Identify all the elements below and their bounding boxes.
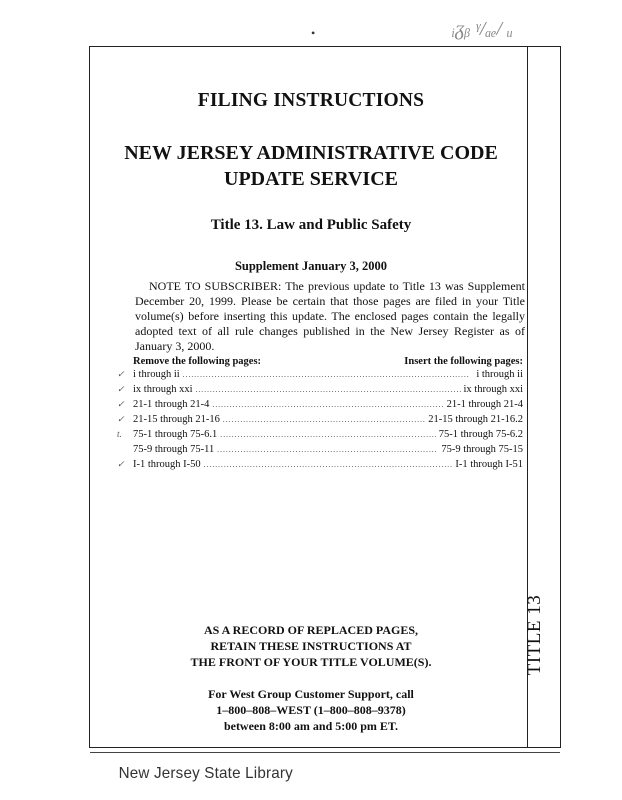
supplement-date: Supplement January 3, 2000 [234, 259, 388, 273]
subscriber-note: NOTE TO SUBSCRIBER: The previous update to Title 13 was Supplement December 20, 1999. Please be certain that those pages are filed in your Title volume(s) before inserting this update. The enclosed pages contain the legally adopted text of all rule changes published in the New Jersey Register as of January 3, 2000. [135, 279, 525, 353]
title-number: Title 13. Law and Public Safety [210, 217, 412, 233]
remove-header: Remove the following pages: [133, 356, 262, 367]
title-tab-label: TITLE 13 [524, 594, 545, 676]
insert-pages: 21-1 through 21-4 [446, 399, 523, 410]
support-line1: For West Group Customer Support, call [208, 687, 414, 701]
page-row [117, 459, 523, 474]
page-row [117, 414, 523, 429]
remove-pages: 75-9 through 75-11 [133, 444, 215, 455]
support-phone: 1–800–808–WEST (1–800–808–9378) [216, 703, 406, 717]
record-instruction-line2: RETAIN THESE INSTRUCTIONS AT [210, 639, 412, 653]
leader-dots [196, 384, 461, 395]
page-list [117, 369, 523, 474]
page-row [117, 399, 523, 414]
scan-dot: • [311, 26, 316, 40]
remove-pages: i through ii [133, 369, 180, 380]
insert-pages: i through ii [476, 369, 523, 380]
remove-pages: 21-15 through 21-16 [133, 414, 220, 425]
leader-dots [223, 414, 425, 425]
page-row [117, 369, 523, 384]
check-mark: ✓ [117, 369, 125, 379]
page-row [133, 444, 523, 459]
page-columns-header [133, 356, 523, 367]
check-mark: ✓ [117, 414, 125, 424]
check-mark: ✓ [117, 459, 125, 469]
check-mark: ✓ [117, 384, 125, 394]
insert-pages: 75-1 through 75-6.2 [438, 429, 523, 440]
insert-pages: I-1 through I-51 [455, 459, 523, 470]
insert-pages: 21-15 through 21-16.2 [428, 414, 523, 425]
handwritten-scribble: ᵢᵹᵦ ᵞ/ₐₑ/ ᵤ [452, 18, 513, 40]
document-title: FILING INSTRUCTIONS [197, 90, 425, 111]
insert-pages: 75-9 through 75-15 [441, 444, 523, 455]
page-row [117, 429, 523, 444]
library-stamp: New Jersey State Library [118, 765, 293, 782]
record-instruction-line1: AS A RECORD OF REPLACED PAGES, [203, 623, 419, 637]
service-name-line2: UPDATE SERVICE [224, 168, 398, 190]
leader-dots [217, 444, 438, 455]
leader-dots [220, 429, 435, 440]
check-mark: t. [117, 429, 122, 439]
remove-pages: I-1 through I-50 [133, 459, 201, 470]
check-mark: ✓ [117, 399, 125, 409]
page-row [117, 384, 523, 399]
insert-pages: ix through xxi [463, 384, 523, 395]
leader-dots [204, 459, 453, 470]
remove-pages: 21-1 through 21-4 [133, 399, 210, 410]
leader-dots [183, 369, 474, 380]
insert-header: Insert the following pages: [404, 356, 523, 367]
leader-dots [212, 399, 443, 410]
record-instruction-line3: THE FRONT OF YOUR TITLE VOLUME(S). [190, 655, 432, 669]
support-hours: between 8:00 am and 5:00 pm ET. [223, 719, 399, 733]
remove-pages: 75-1 through 75-6.1 [133, 429, 218, 440]
remove-pages: ix through xxi [133, 384, 193, 395]
service-name-line1: NEW JERSEY ADMINISTRATIVE CODE [124, 142, 498, 164]
